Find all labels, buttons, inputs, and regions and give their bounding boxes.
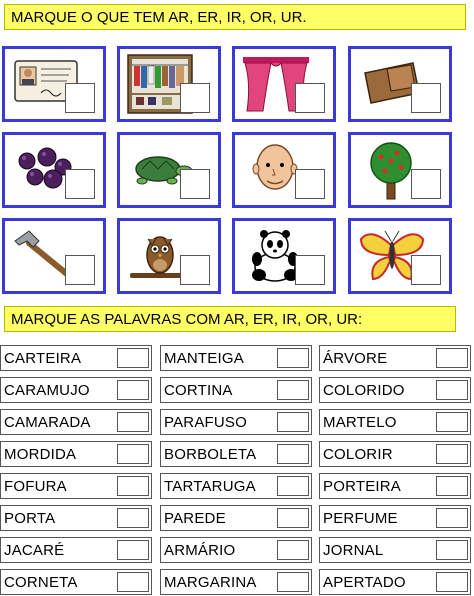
- picture-card-12[interactable]: [348, 218, 452, 294]
- word-label: ARMÁRIO: [164, 542, 236, 559]
- word-label: PORTEIRA: [323, 478, 402, 495]
- word-checkbox[interactable]: [277, 572, 309, 592]
- word-checkbox[interactable]: [117, 572, 149, 592]
- word-checkbox[interactable]: [436, 444, 468, 464]
- word-checkbox[interactable]: [277, 476, 309, 496]
- word-row[interactable]: [160, 409, 312, 435]
- word-row[interactable]: [160, 569, 312, 595]
- picture-card-5[interactable]: [2, 132, 106, 208]
- picture-checkbox[interactable]: [65, 169, 95, 199]
- word-label: TARTARUGA: [164, 478, 256, 495]
- word-row[interactable]: [0, 537, 152, 563]
- word-checkbox[interactable]: [117, 348, 149, 368]
- word-row[interactable]: [160, 473, 312, 499]
- word-row[interactable]: [160, 377, 312, 403]
- picture-checkbox[interactable]: [411, 169, 441, 199]
- word-label: MARTELO: [323, 414, 397, 431]
- word-checkbox[interactable]: [277, 380, 309, 400]
- word-row[interactable]: [319, 441, 471, 467]
- word-row[interactable]: [160, 505, 312, 531]
- instruction-banner-pictures: [4, 4, 466, 30]
- word-label: COLORIDO: [323, 382, 405, 399]
- word-row[interactable]: [0, 409, 152, 435]
- word-checkbox[interactable]: [436, 412, 468, 432]
- word-label: JORNAL: [323, 542, 384, 559]
- picture-card-6[interactable]: [117, 132, 221, 208]
- word-checkbox[interactable]: [436, 348, 468, 368]
- picture-card-1[interactable]: [2, 46, 106, 122]
- word-checkbox[interactable]: [117, 412, 149, 432]
- word-label: FOFURA: [4, 478, 67, 495]
- word-checkbox[interactable]: [277, 412, 309, 432]
- word-label: COLORIR: [323, 446, 393, 463]
- picture-checkbox[interactable]: [65, 255, 95, 285]
- word-label: ÁRVORE: [323, 350, 388, 367]
- picture-checkbox[interactable]: [295, 169, 325, 199]
- word-checkbox[interactable]: [117, 508, 149, 528]
- word-row[interactable]: [319, 377, 471, 403]
- picture-checkbox[interactable]: [411, 83, 441, 113]
- word-label: JACARÉ: [4, 542, 65, 559]
- word-checkbox[interactable]: [277, 348, 309, 368]
- picture-card-11[interactable]: [232, 218, 336, 294]
- picture-checkbox[interactable]: [180, 83, 210, 113]
- word-checkbox[interactable]: [436, 572, 468, 592]
- word-row[interactable]: [319, 473, 471, 499]
- word-row[interactable]: [160, 537, 312, 563]
- word-row[interactable]: [319, 345, 471, 371]
- word-label: MANTEIGA: [164, 350, 244, 367]
- picture-checkbox[interactable]: [65, 83, 95, 113]
- word-label: PARAFUSO: [164, 414, 248, 431]
- word-row[interactable]: [319, 537, 471, 563]
- word-checkbox[interactable]: [436, 380, 468, 400]
- word-row[interactable]: [0, 441, 152, 467]
- picture-card-3[interactable]: [232, 46, 336, 122]
- word-row[interactable]: [319, 569, 471, 595]
- word-label: CARAMUJO: [4, 382, 90, 399]
- word-checkbox[interactable]: [117, 476, 149, 496]
- word-row[interactable]: [160, 441, 312, 467]
- picture-checkbox[interactable]: [180, 255, 210, 285]
- picture-card-10[interactable]: [117, 218, 221, 294]
- word-label: PORTA: [4, 510, 56, 527]
- picture-card-8[interactable]: [348, 132, 452, 208]
- word-checkbox[interactable]: [436, 476, 468, 496]
- word-checkbox[interactable]: [117, 380, 149, 400]
- word-label: CORTINA: [164, 382, 233, 399]
- picture-checkbox[interactable]: [180, 169, 210, 199]
- picture-checkbox[interactable]: [295, 83, 325, 113]
- word-label: CORNETA: [4, 574, 78, 591]
- word-checkbox[interactable]: [277, 508, 309, 528]
- word-label: CARTEIRA: [4, 350, 82, 367]
- word-row[interactable]: [0, 345, 152, 371]
- word-checkbox[interactable]: [117, 444, 149, 464]
- word-label: CAMARADA: [4, 414, 91, 431]
- instruction-banner-words: [4, 306, 456, 332]
- word-checkbox[interactable]: [436, 540, 468, 560]
- instruction-text: MARQUE O QUE TEM AR, ER, IR, OR, UR.: [11, 8, 307, 26]
- word-checkbox[interactable]: [277, 540, 309, 560]
- picture-checkbox[interactable]: [411, 255, 441, 285]
- word-row[interactable]: [0, 569, 152, 595]
- word-label: BORBOLETA: [164, 446, 257, 463]
- word-row[interactable]: [0, 473, 152, 499]
- picture-card-2[interactable]: [117, 46, 221, 122]
- word-row[interactable]: [319, 505, 471, 531]
- word-label: APERTADO: [323, 574, 406, 591]
- word-checkbox[interactable]: [117, 540, 149, 560]
- instruction-text: MARQUE AS PALAVRAS COM AR, ER, IR, OR, UR:: [11, 310, 363, 328]
- word-label: MARGARINA: [164, 574, 257, 591]
- word-row[interactable]: [319, 409, 471, 435]
- word-label: MORDIDA: [4, 446, 77, 463]
- picture-card-4[interactable]: [348, 46, 452, 122]
- word-row[interactable]: [0, 377, 152, 403]
- picture-card-7[interactable]: [232, 132, 336, 208]
- word-label: PAREDE: [164, 510, 226, 527]
- word-label: PERFUME: [323, 510, 398, 527]
- word-row[interactable]: [160, 345, 312, 371]
- picture-card-9[interactable]: [2, 218, 106, 294]
- word-checkbox[interactable]: [436, 508, 468, 528]
- word-checkbox[interactable]: [277, 444, 309, 464]
- picture-checkbox[interactable]: [295, 255, 325, 285]
- word-row[interactable]: [0, 505, 152, 531]
